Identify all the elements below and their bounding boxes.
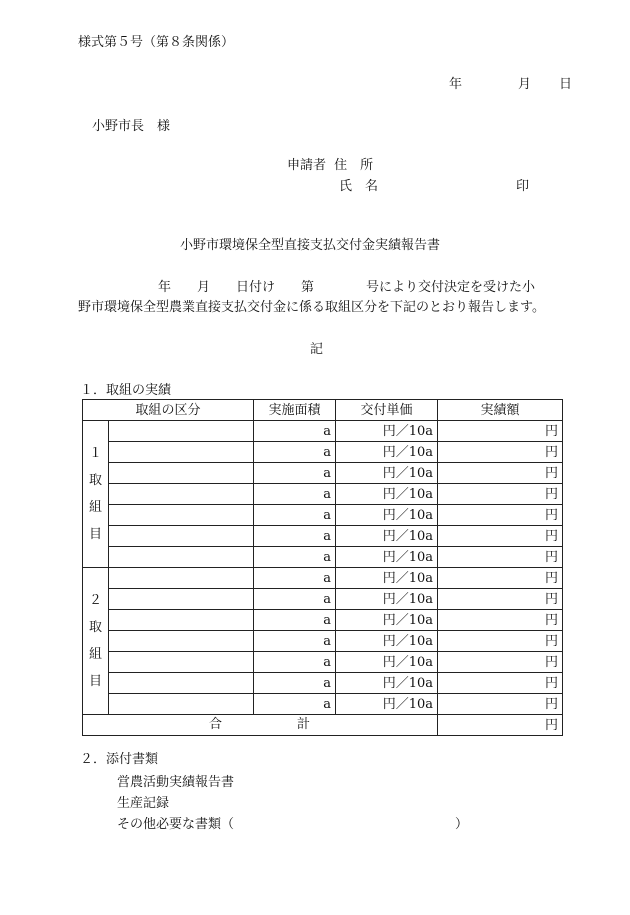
address-label: 住 所	[334, 158, 374, 173]
area-cell: a	[254, 484, 336, 505]
body-text-line-2: 野市環境保全型農業直接支払交付金に係る取組区分を下記のとおり報告します。	[78, 300, 545, 315]
area-cell: a	[254, 694, 336, 715]
area-cell: a	[254, 568, 336, 589]
unit-price-cell: 円／10a	[336, 547, 438, 568]
area-cell: a	[254, 673, 336, 694]
total-amount-cell: 円	[438, 715, 563, 736]
attachment-item	[117, 817, 469, 833]
area-cell: a	[254, 526, 336, 547]
total-row	[83, 715, 563, 736]
area-cell: a	[254, 631, 336, 652]
amount-cell: 円	[438, 631, 563, 652]
attachment-close-paren: ）	[455, 817, 469, 832]
table-row	[83, 652, 563, 673]
table-row	[83, 568, 563, 589]
category-cell	[109, 694, 254, 715]
total-label-cell	[83, 715, 438, 736]
group-label-char: 組	[88, 500, 102, 515]
category-cell	[109, 421, 254, 442]
date-day-label: 日	[559, 77, 573, 92]
total-label-right: 計	[297, 717, 311, 732]
category-cell	[109, 505, 254, 526]
unit-price-cell: 円／10a	[336, 694, 438, 715]
group-label-cell	[83, 568, 109, 715]
area-cell: a	[254, 463, 336, 484]
category-cell	[109, 442, 254, 463]
category-cell	[109, 568, 254, 589]
unit-price-cell: 円／10a	[336, 484, 438, 505]
date-year-label: 年	[449, 77, 463, 92]
group-label-char: ２	[88, 593, 102, 608]
column-header: 取組の区分	[83, 400, 254, 421]
name-label: 氏 名	[339, 179, 379, 194]
area-cell: a	[254, 505, 336, 526]
table-row	[83, 589, 563, 610]
amount-cell: 円	[438, 442, 563, 463]
category-cell	[109, 547, 254, 568]
category-cell	[109, 463, 254, 484]
group-label-char: １	[88, 446, 102, 461]
unit-price-cell: 円／10a	[336, 673, 438, 694]
amount-cell: 円	[438, 568, 563, 589]
table-row	[83, 610, 563, 631]
unit-price-cell: 円／10a	[336, 442, 438, 463]
table-header-row	[83, 400, 563, 421]
amount-cell: 円	[438, 652, 563, 673]
date-month-label: 月	[518, 77, 532, 92]
amount-cell: 円	[438, 463, 563, 484]
category-cell	[109, 610, 254, 631]
area-cell: a	[254, 442, 336, 463]
area-cell: a	[254, 547, 336, 568]
amount-cell: 円	[438, 421, 563, 442]
attachment-item: 生産記録	[117, 796, 170, 811]
group-label-cell	[83, 421, 109, 568]
unit-price-cell: 円／10a	[336, 505, 438, 526]
category-cell	[109, 526, 254, 547]
column-header: 実績額	[438, 400, 563, 421]
area-cell: a	[254, 421, 336, 442]
applicant-address-row	[287, 158, 373, 174]
amount-cell: 円	[438, 505, 563, 526]
category-cell	[109, 589, 254, 610]
amount-cell: 円	[438, 673, 563, 694]
group-label-char: 取	[88, 473, 102, 488]
category-cell	[109, 652, 254, 673]
seal-mark: 印	[516, 179, 530, 194]
unit-price-cell: 円／10a	[336, 421, 438, 442]
amount-cell: 円	[438, 610, 563, 631]
date-line	[449, 77, 572, 93]
attachment-item: 営農活動実績報告書	[117, 775, 235, 790]
group-label-char: 目	[88, 674, 102, 689]
unit-price-cell: 円／10a	[336, 463, 438, 484]
addressee: 小野市長 様	[92, 119, 171, 134]
amount-cell: 円	[438, 484, 563, 505]
table-row	[83, 526, 563, 547]
attachment-other-label: その他必要な書類（	[117, 817, 235, 832]
category-cell	[109, 484, 254, 505]
table-row	[83, 442, 563, 463]
group-label-char: 組	[88, 647, 102, 662]
table-row	[83, 673, 563, 694]
results-table	[82, 399, 563, 736]
section1-heading: １．取組の実績	[80, 383, 172, 398]
unit-price-cell: 円／10a	[336, 610, 438, 631]
amount-cell: 円	[438, 694, 563, 715]
amount-cell: 円	[438, 526, 563, 547]
category-cell	[109, 631, 254, 652]
section2-heading: ２．添付書類	[80, 752, 159, 767]
total-label-left: 合	[209, 717, 223, 732]
table-row	[83, 694, 563, 715]
column-header: 実施面積	[254, 400, 336, 421]
unit-price-cell: 円／10a	[336, 589, 438, 610]
body-text-line-1: 年 月 日付け 第 号により交付決定を受けた小	[158, 280, 536, 295]
amount-cell: 円	[438, 589, 563, 610]
column-header: 交付単価	[336, 400, 438, 421]
form-number: 様式第５号（第８条関係）	[78, 35, 235, 50]
category-cell	[109, 673, 254, 694]
unit-price-cell: 円／10a	[336, 631, 438, 652]
table-row	[83, 631, 563, 652]
group-label-char: 目	[88, 527, 102, 542]
unit-price-cell: 円／10a	[336, 652, 438, 673]
table-row	[83, 421, 563, 442]
unit-price-cell: 円／10a	[336, 568, 438, 589]
unit-price-cell: 円／10a	[336, 526, 438, 547]
applicant-name-row	[339, 179, 530, 195]
group-label-char: 取	[88, 620, 102, 635]
area-cell: a	[254, 589, 336, 610]
document-title: 小野市環境保全型直接支払交付金実績報告書	[180, 238, 441, 253]
area-cell: a	[254, 652, 336, 673]
table-row	[83, 547, 563, 568]
table-row	[83, 463, 563, 484]
amount-cell: 円	[438, 547, 563, 568]
table-row	[83, 484, 563, 505]
area-cell: a	[254, 610, 336, 631]
applicant-label: 申請者	[287, 158, 327, 173]
table-row	[83, 505, 563, 526]
ki-heading: 記	[310, 342, 324, 357]
